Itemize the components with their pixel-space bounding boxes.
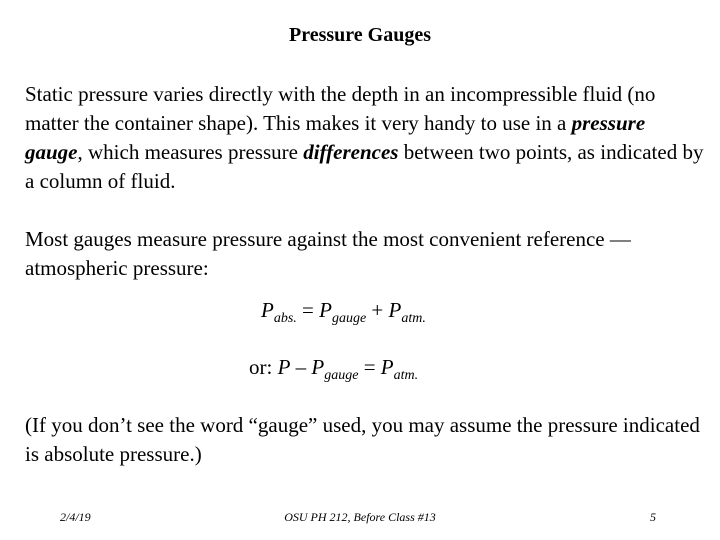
symbol-p: P	[277, 355, 291, 379]
symbol-p: P	[388, 298, 402, 322]
subscript-atm: atm.	[401, 311, 426, 326]
footer-course: OSU PH 212, Before Class #13	[284, 510, 436, 524]
paragraph-gauges-reference: Most gauges measure pressure against the most convenient reference —atmospheric pressure:	[25, 227, 631, 280]
operator-minus: –	[290, 355, 312, 379]
footer-date: 2/4/19	[60, 510, 91, 524]
paragraph-text: between two points, as indicated by a column of fluid.	[25, 140, 704, 193]
footer-page-number: 5	[650, 510, 656, 524]
paragraph-absolute-note: (If you don’t see the word “gauge” used, you may assume the pressure indicated is absolute pressure.)	[25, 413, 700, 466]
symbol-p: P	[311, 355, 325, 379]
operator-equals: =	[358, 355, 381, 379]
equation-alternate	[249, 355, 418, 384]
paragraph-text: Static pressure varies directly with the depth in an incompressible fluid (no matter the container shape). This makes it very handy to use in a	[25, 82, 656, 135]
equation-absolute-pressure	[261, 298, 426, 327]
paragraph-static-pressure	[25, 80, 705, 196]
subscript-gauge: gauge	[331, 311, 367, 326]
operator-equals: =	[296, 298, 320, 322]
symbol-p: P	[380, 355, 394, 379]
slide-title: Pressure Gauges	[288, 24, 432, 46]
symbol-p: P	[319, 298, 332, 322]
subscript-abs: abs.	[273, 311, 297, 326]
symbol-p: P	[261, 298, 274, 322]
emphasis-differences: differences	[303, 140, 399, 164]
emphasis-pressure-gauge: pressure gauge	[25, 111, 646, 164]
subscript-atm: atm.	[393, 368, 419, 383]
subscript-gauge: gauge	[324, 368, 359, 383]
paragraph-text: , which measures pressure	[77, 140, 304, 164]
operator-plus: +	[366, 298, 389, 322]
equation-prefix: or:	[249, 355, 278, 379]
